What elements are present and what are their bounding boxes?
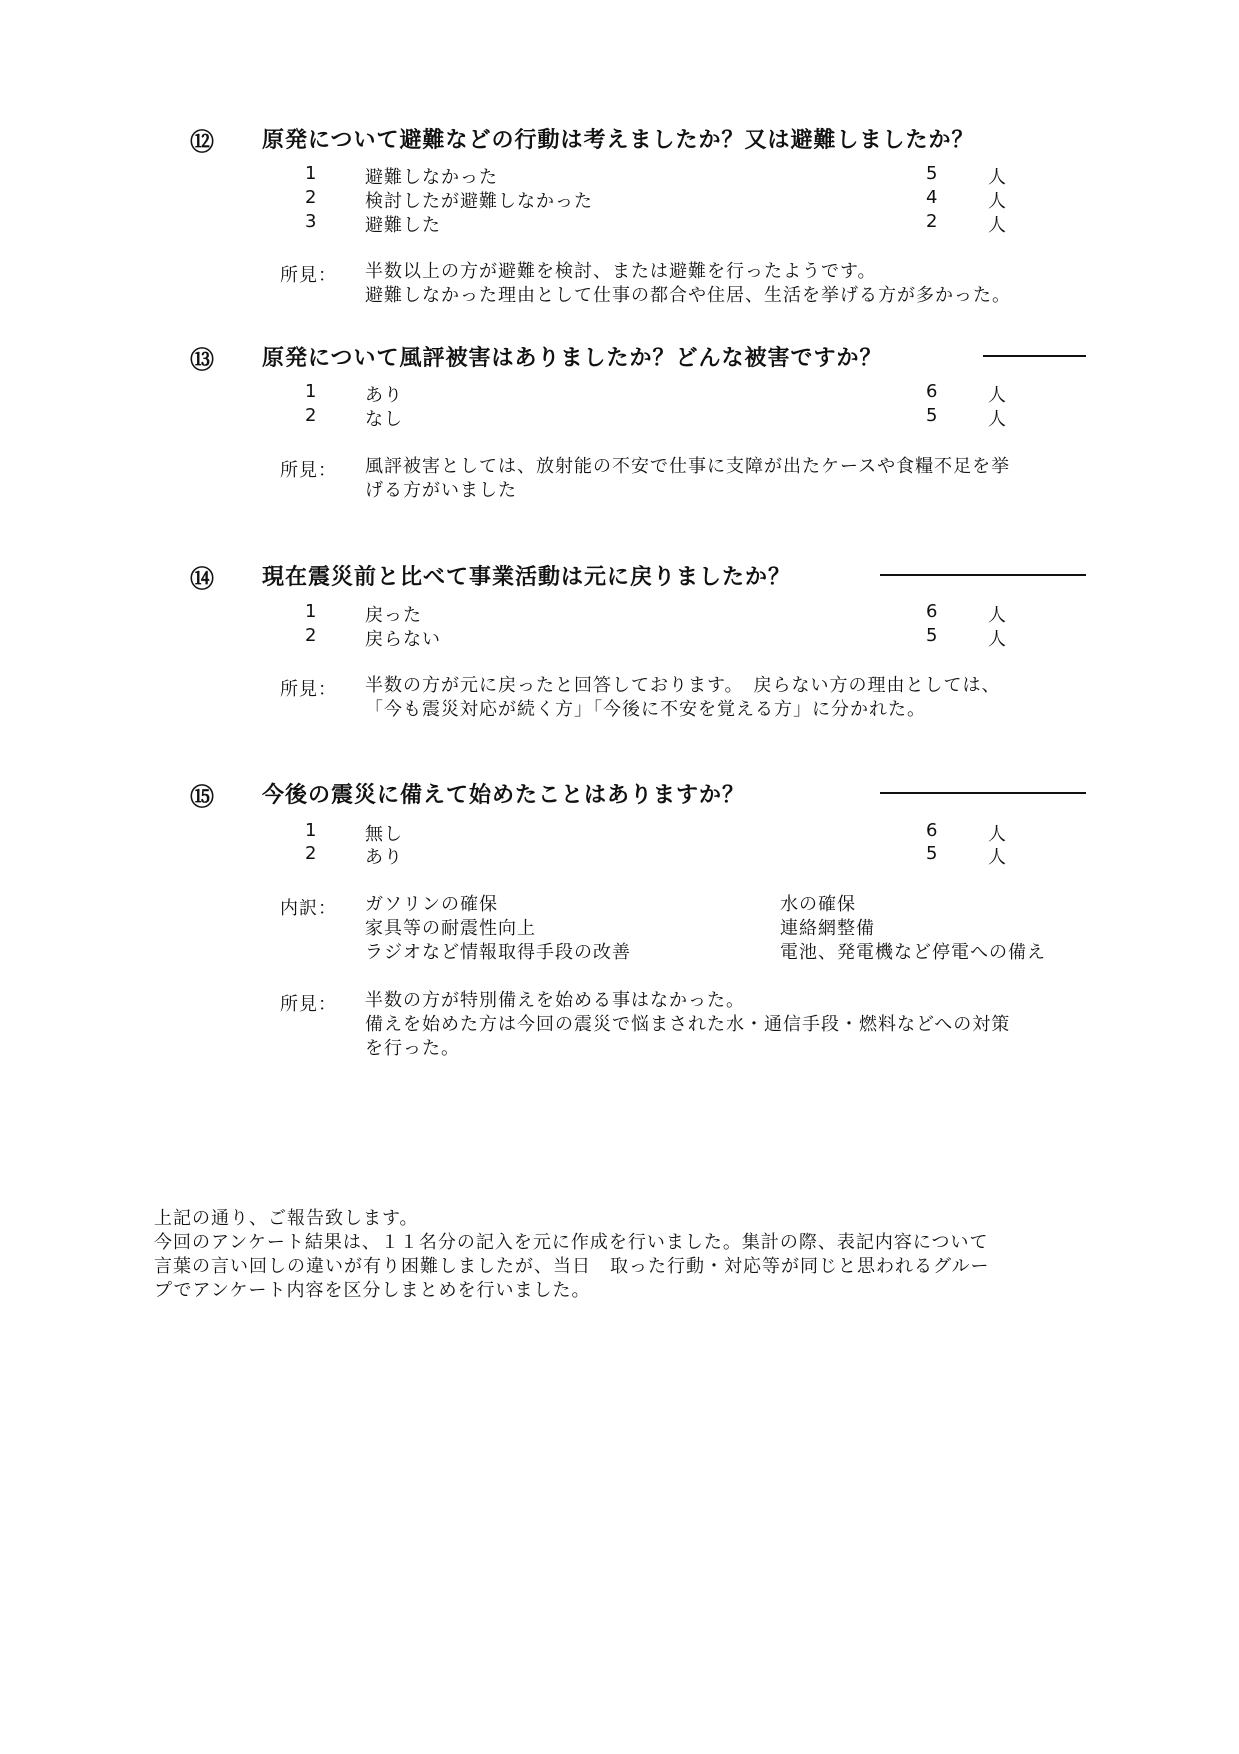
answer-no: 3	[305, 211, 318, 232]
answer-text: 避難した	[365, 215, 441, 236]
remark-line: 風評被害としては、放射能の不安で仕事に支障が出たケースや食糧不足を挙	[365, 456, 1011, 477]
answer-unit: 人	[988, 605, 1007, 626]
remark-line: 半数の方が特別備えを始める事はなかった。	[365, 990, 745, 1011]
answer-text: 戻った	[365, 605, 422, 626]
answer-line	[983, 355, 1086, 357]
answer-count: 6	[926, 601, 939, 622]
answer-unit: 人	[988, 385, 1007, 406]
answer-text: あり	[365, 847, 403, 868]
remark-line: 半数以上の方が避難を検討、または避難を行ったようです。	[365, 261, 877, 282]
answer-no: 2	[305, 843, 318, 864]
remark-text	[365, 674, 1001, 722]
remark-line: 半数の方が元に戻ったと回答しております。 戻らない方の理由としては、	[365, 675, 1001, 696]
answer-unit: 人	[988, 629, 1007, 650]
answer-count: 6	[926, 381, 939, 402]
remark-line: げる方がいました	[365, 480, 517, 501]
breakdown-item: 水の確保	[780, 894, 856, 915]
answer-text: 戻らない	[365, 629, 441, 650]
closing-line: 今回のアンケート結果は、１１名分の記入を元に作成を行いました。集計の際、表記内容について	[154, 1232, 989, 1253]
answer-count: 2	[926, 211, 939, 232]
answer-text: 無し	[365, 824, 403, 845]
answer-no: 1	[305, 381, 318, 402]
question-number: ⑬	[190, 346, 214, 374]
answer-count: 5	[926, 843, 939, 864]
answer-no: 2	[305, 187, 318, 208]
answer-text: あり	[365, 385, 403, 406]
answer-unit: 人	[988, 167, 1007, 188]
answer-unit: 人	[988, 191, 1007, 212]
remark-label: 所見：	[280, 460, 337, 481]
answer-line	[880, 574, 1086, 576]
closing-line: 上記の通り、ご報告致します。	[154, 1208, 419, 1229]
answer-no: 1	[305, 601, 318, 622]
answer-text: 検討したが避難しなかった	[365, 191, 593, 212]
answer-count: 5	[926, 405, 939, 426]
answer-no: 1	[305, 820, 318, 841]
question-title: 現在震災前と比べて事業活動は元に戻りましたか？	[262, 565, 792, 590]
breakdown-left-list	[365, 893, 631, 965]
breakdown-label: 内訳：	[280, 898, 337, 919]
breakdown-right-list	[780, 893, 1046, 965]
answer-line	[880, 792, 1086, 794]
question-title: 原発について風評被害はありましたか？どんな被害ですか？	[262, 346, 883, 371]
answer-unit: 人	[988, 215, 1007, 236]
breakdown-item: 電池、発電機など停電への備え	[780, 942, 1046, 963]
remark-line: 備えを始めた方は今回の震災で悩まされた水・通信手段・燃料などへの対策	[365, 1014, 1011, 1035]
answer-text: 避難しなかった	[365, 167, 498, 188]
breakdown-item: ラジオなど情報取得手段の改善	[365, 942, 631, 963]
remark-text	[365, 260, 1011, 308]
answer-unit: 人	[988, 824, 1007, 845]
answer-unit: 人	[988, 847, 1007, 868]
answer-text: なし	[365, 409, 403, 430]
remark-label: 所見：	[280, 679, 337, 700]
answer-count: 6	[926, 820, 939, 841]
answer-count: 5	[926, 163, 939, 184]
question-number: ⑮	[190, 783, 214, 811]
answer-count: 4	[926, 187, 939, 208]
closing-line: プでアンケート内容を区分しまとめを行いました。	[154, 1280, 591, 1301]
question-title: 原発について避難などの行動は考えましたか？又は避難しましたか？	[262, 128, 975, 153]
remark-text	[365, 455, 1010, 503]
answer-count: 5	[926, 625, 939, 646]
answer-no: 2	[305, 405, 318, 426]
answer-no: 2	[305, 625, 318, 646]
breakdown-item: 連絡網整備	[780, 918, 875, 939]
breakdown-item: 家具等の耐震性向上	[365, 918, 536, 939]
breakdown-item: ガソリンの確保	[365, 894, 498, 915]
question-number: ⑫	[190, 128, 214, 156]
answer-unit: 人	[988, 409, 1007, 430]
question-title: 今後の震災に備えて始めたことはありますか？	[262, 783, 746, 808]
remark-line: を行った。	[365, 1038, 460, 1059]
remark-text	[365, 989, 1010, 1061]
question-number: ⑭	[190, 565, 214, 593]
remark-label: 所見：	[280, 994, 337, 1015]
closing-paragraph	[154, 1207, 989, 1303]
answer-no: 1	[305, 163, 318, 184]
closing-line: 言葉の言い回しの違いが有り困難しましたが、当日 取った行動・対応等が同じと思われるグルー	[154, 1256, 990, 1277]
remark-label: 所見：	[280, 265, 337, 286]
remark-line: 「今も震災対応が続く方」「今後に不安を覚える方」に分かれた。	[365, 699, 926, 720]
remark-line: 避難しなかった理由として仕事の都合や住居、生活を挙げる方が多かった。	[365, 285, 1011, 306]
